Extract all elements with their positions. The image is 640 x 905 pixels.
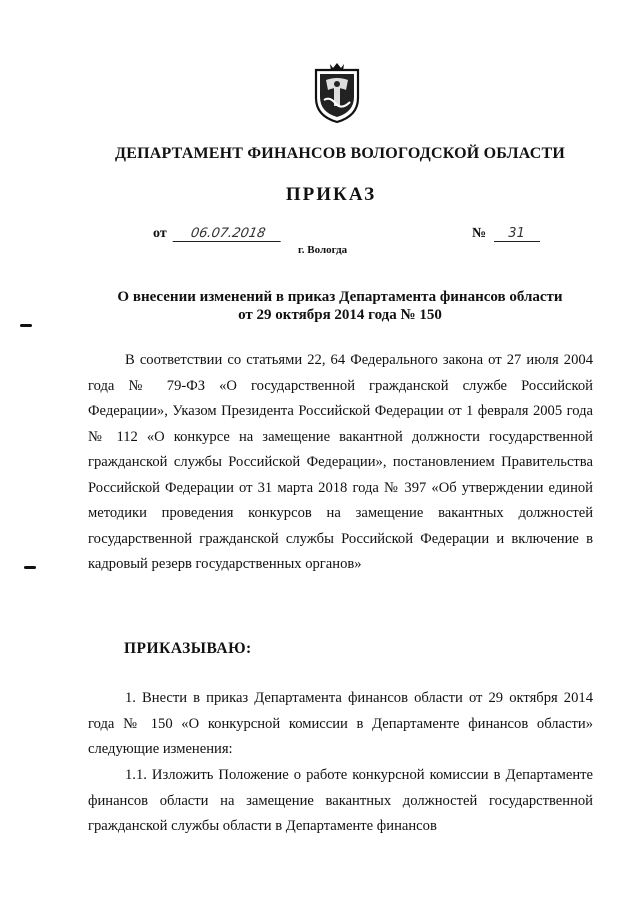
handwritten-number: 31 bbox=[494, 226, 540, 242]
city-label: г. Вологда bbox=[298, 244, 348, 256]
scan-margin-mark bbox=[20, 324, 32, 327]
coat-of-arms-emblem bbox=[312, 60, 362, 124]
item-1-paragraph: 1. Внести в приказ Департамента финансов области от 29 октября 2014 года № 150 «О конкурсной комиссии в Департаменте финансов области» следующие изменения: bbox=[88, 690, 593, 757]
preamble-paragraph: В соответствии со статьями 22, 64 Федерального закона от 27 июля 2004 года № 79-ФЗ «О государственной гражданской службе Российской Федерации», Указом Президента Российской Федерации от 1 февраля 2005 года № 112 «О конкурсе на замещение вакантной должности государственной гражданской службы Российской Федерации», постановлением Правительства Российской Федерации от 31 марта 2018 года № 397 «Об утверждении единой методики проведения конкурсов на замещение вакантных должностей государственной гражданской службы Российской Федерации и включение в кадровый резерв государственных органов» bbox=[88, 352, 593, 572]
scan-margin-mark bbox=[24, 566, 36, 569]
number-prefix: № bbox=[472, 226, 487, 241]
document-type-title: ПРИКАЗ bbox=[285, 184, 377, 205]
date-prefix: от bbox=[153, 226, 167, 241]
handwritten-date: 06.07.2018 bbox=[173, 226, 284, 242]
order-subject bbox=[0, 288, 640, 324]
order-date-row bbox=[153, 226, 282, 242]
order-directive: ПРИКАЗЫВАЮ: bbox=[124, 640, 252, 657]
subject-line-2: от 29 октября 2014 года № 150 bbox=[238, 307, 442, 323]
item-1-1-paragraph: 1.1. Изложить Положение о работе конкурсной комиссии в Департаменте финансов области на замещение вакантных должностей государственной гражданской службы области в Департаменте финансов bbox=[88, 767, 593, 834]
subject-line-1: О внесении изменений в приказ Департамента финансов области bbox=[117, 289, 563, 305]
order-number-row bbox=[472, 226, 540, 242]
department-title: ДЕПАРТАМЕНТ ФИНАНСОВ ВОЛОГОДСКОЙ ОБЛАСТИ bbox=[114, 145, 566, 162]
